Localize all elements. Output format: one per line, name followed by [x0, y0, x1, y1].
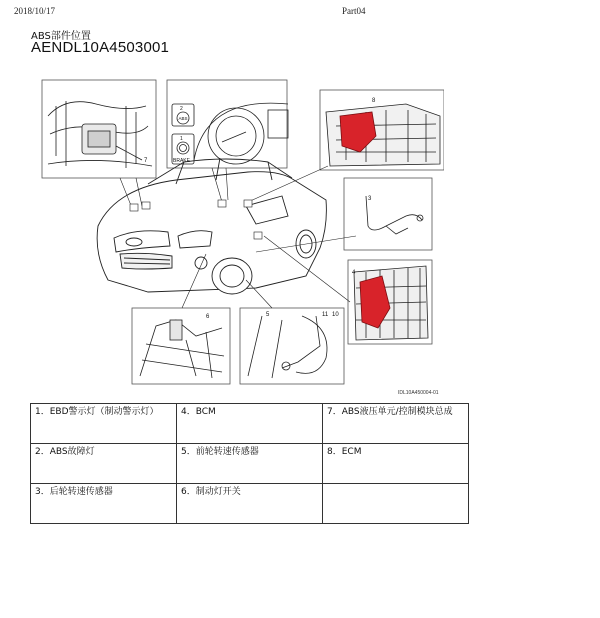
- legend-item-5: 5．前轮转速传感器: [177, 444, 323, 484]
- callout-2: 2: [180, 106, 183, 112]
- legend-row: [31, 484, 469, 524]
- figure-image-id: IDL10A450004-01: [398, 390, 439, 396]
- legend-item-7: 7．ABS液压单元/控制模块总成: [323, 404, 469, 444]
- component-location-diagram: [36, 76, 444, 388]
- abs-lamp-label: ABS: [178, 116, 188, 121]
- legend-item-1: 1．EBD警示灯（制动警示灯）: [31, 404, 177, 444]
- inset-rear-wheel-speed-sensor: [344, 178, 432, 250]
- legend-item-4: 4．BCM: [177, 404, 323, 444]
- legend-item-6: 6．制动灯开关: [177, 484, 323, 524]
- legend-item-3: 3．后轮转速传感器: [31, 484, 177, 524]
- legend-item-2: 2．ABS故障灯: [31, 444, 177, 484]
- callout-7: 7: [144, 158, 148, 164]
- callout-6: 6: [206, 314, 210, 320]
- callout-10: 10: [332, 312, 339, 318]
- legend-table: [30, 403, 469, 524]
- callout-3: 3: [368, 196, 372, 202]
- inset-ecm: [320, 90, 444, 170]
- inset-brake-light-switch: [132, 308, 230, 384]
- document-code: AENDL10A4503001: [31, 39, 170, 56]
- header-part: Part04: [342, 6, 366, 16]
- callout-8: 8: [372, 98, 376, 104]
- callout-11: 11: [322, 312, 329, 318]
- legend-row: [31, 444, 469, 484]
- legend-item-empty: [323, 484, 469, 524]
- inset-instrument-cluster: [167, 80, 288, 168]
- callout-1: 1: [180, 136, 183, 142]
- header-date: 2018/10/17: [14, 6, 56, 16]
- callout-5: 5: [266, 312, 270, 318]
- abs-component-figure: [36, 76, 444, 388]
- brake-lamp-label: BRAKE: [173, 158, 190, 164]
- inset-front-wheel-speed-sensor: [240, 308, 344, 384]
- inset-bcm: [348, 260, 432, 344]
- page-title: ABS部件位置: [31, 31, 91, 42]
- legend-item-8: 8．ECM: [323, 444, 469, 484]
- legend-row: [31, 404, 469, 444]
- callout-4: 4: [352, 270, 356, 276]
- inset-abs-hydraulic-unit: [42, 80, 156, 178]
